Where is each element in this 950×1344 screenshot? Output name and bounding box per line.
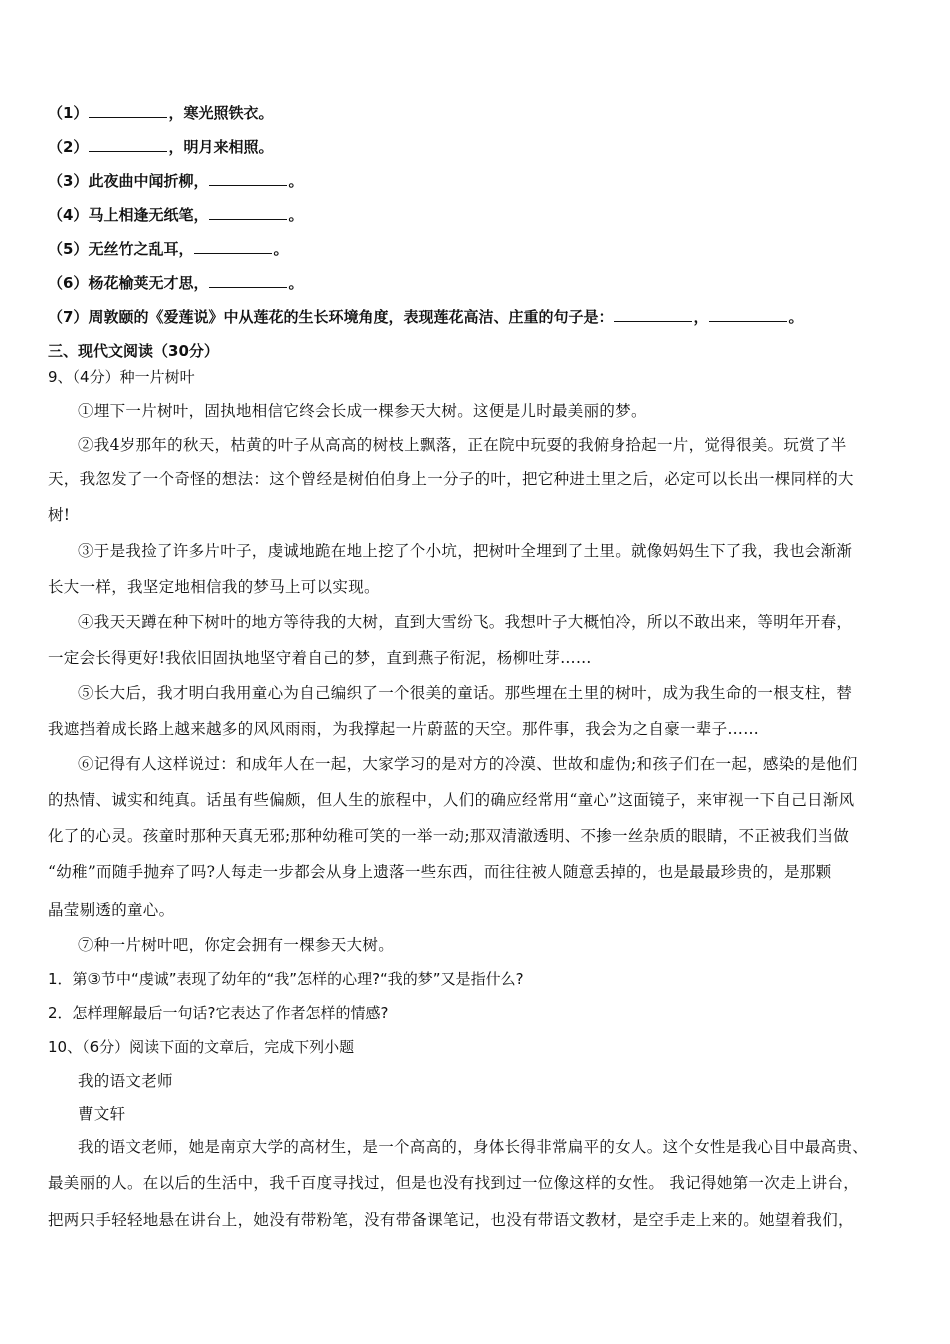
paragraph-line: “幼稚”而随手抛弃了吗?人每走一步都会从身上遗落一些东西，而往往被人随意丢掉的，也是最最珍贵的，是那颗 xyxy=(48,863,832,881)
paragraph-line: 把两只手轻轻地悬在讲台上，她没有带粉笔，没有带备课笔记，也没有带语文教材，是空手走上来的。她望着我们， xyxy=(48,1211,854,1229)
fill-item-4 xyxy=(48,204,303,226)
paragraph-line: 树! xyxy=(48,506,71,524)
question-10-header: 10、（6分）阅读下面的文章后，完成下列小题 xyxy=(48,1038,355,1056)
fill-item-7 xyxy=(48,306,803,328)
answer-blank[interactable] xyxy=(209,205,287,220)
paragraph-line: ④我天天蹲在种下树叶的地方等待我的大树，直到大雪纷飞。我想叶子大概怕冷，所以不敢出来，等明年开春， xyxy=(78,613,853,631)
paragraph-line: 的热情、诚实和纯真。话虽有些偏颇，但人生的旅程中，人们的确应经常用“童心”这面镜子，来审视一下自己日渐风 xyxy=(48,791,855,809)
paragraph-line: 一定会长得更好!我依旧固执地坚守着自己的梦，直到燕子衔泥，杨柳吐芽…… xyxy=(48,649,592,667)
fill-item-3 xyxy=(48,170,303,192)
paragraph-line: 长大一样，我坚定地相信我的梦马上可以实现。 xyxy=(48,578,380,596)
item-text: 无丝竹之乱耳， xyxy=(88,240,194,258)
article-author: 曹文轩 xyxy=(78,1105,126,1123)
item-text: 马上相逢无纸笔， xyxy=(88,206,209,224)
answer-blank[interactable] xyxy=(89,137,167,152)
item-text: 。 xyxy=(288,206,304,224)
item-text: 。 xyxy=(273,240,289,258)
item-text: 此夜曲中闻折柳， xyxy=(88,172,209,190)
item-text: 。 xyxy=(288,274,304,292)
paragraph-line: ②我4岁那年的秋天，枯黄的叶子从高高的树枝上飘落，正在院中玩耍的我俯身拾起一片，觉得很美。玩赏了半 xyxy=(78,436,847,454)
paragraph-line: ⑤长大后，我才明白我用童心为自己编织了一个很美的童话。那些埋在土里的树叶，成为我生命的一根支柱，替 xyxy=(78,684,853,702)
answer-blank[interactable] xyxy=(614,307,692,322)
paragraph-line: ⑥记得有人这样说过：和成年人在一起，大家学习的是对方的冷漠、世故和虚伪;和孩子们在一起，感染的是他们 xyxy=(78,755,858,773)
item-text: ，寒光照铁衣。 xyxy=(168,104,274,122)
item-text: 杨花榆荚无才思， xyxy=(88,274,209,292)
article-title: 我的语文老师 xyxy=(78,1072,173,1090)
fill-item-2 xyxy=(48,136,273,158)
item-number: （5） xyxy=(48,240,89,258)
item-text: 。 xyxy=(788,308,804,326)
answer-blank[interactable] xyxy=(709,307,787,322)
fill-item-1 xyxy=(48,102,273,124)
paragraph-line: 我遮挡着成长路上越来越多的风风雨雨，为我撑起一片蔚蓝的天空。那件事，我会为之自豪一辈子…… xyxy=(48,720,760,738)
paragraph-line: 我的语文老师，她是南京大学的高材生，是一个高高的，身体长得非常扁平的女人。这个女性是我心目中最高贵、 xyxy=(78,1138,869,1156)
question-9-2: 2．怎样理解最后一句话?它表达了作者怎样的情感? xyxy=(48,1004,389,1022)
paragraph-line: 天，我忽发了一个奇怪的想法：这个曾经是树伯伯身上一分子的叶，把它种进土里之后，必定可以长出一棵同样的大 xyxy=(48,470,854,488)
section-title: 三、现代文阅读（30分） xyxy=(48,342,219,360)
fill-item-5 xyxy=(48,238,288,260)
item-text: ， xyxy=(693,308,709,326)
item-number: （6） xyxy=(48,274,89,292)
item-text: 周敦颐的《爱莲说》中从莲花的生长环境角度，表现莲花高洁、庄重的句子是： xyxy=(88,308,614,326)
answer-blank[interactable] xyxy=(209,171,287,186)
question-9-header: 9、（4分）种一片树叶 xyxy=(48,368,195,386)
item-number: （4） xyxy=(48,206,89,224)
answer-blank[interactable] xyxy=(209,273,287,288)
paragraph-line: ⑦种一片树叶吧，你定会拥有一棵参天大树。 xyxy=(78,936,395,954)
item-number: （2） xyxy=(48,138,89,156)
fill-item-6 xyxy=(48,272,303,294)
paragraph-line: 晶莹剔透的童心。 xyxy=(48,901,175,919)
item-text: 。 xyxy=(288,172,304,190)
item-number: （3） xyxy=(48,172,89,190)
item-text: ，明月来相照。 xyxy=(168,138,274,156)
paragraph-line: ①埋下一片树叶，固执地相信它终会长成一棵参天大树。这便是儿时最美丽的梦。 xyxy=(78,402,647,420)
question-9-1: 1．第③节中“虔诚”表现了幼年的“我”怎样的心理?“我的梦”又是指什么? xyxy=(48,970,524,988)
answer-blank[interactable] xyxy=(194,239,272,254)
paragraph-line: 最美丽的人。在以后的生活中，我千百度寻找过，但是也没有找到过一位像这样的女性。 我记得她第一次走上讲台， xyxy=(48,1174,860,1192)
answer-blank[interactable] xyxy=(89,103,167,118)
paragraph-line: ③于是我捡了许多片叶子，虔诚地跪在地上挖了个小坑，把树叶全埋到了土里。就像妈妈生下了我，我也会渐渐 xyxy=(78,542,853,560)
item-number: （7） xyxy=(48,308,89,326)
item-number: （1） xyxy=(48,104,89,122)
paragraph-line: 化了的心灵。孩童时那种天真无邪;那种幼稚可笑的一举一动;那双清澈透明、不掺一丝杂质的眼睛，不正被我们当做 xyxy=(48,827,850,845)
